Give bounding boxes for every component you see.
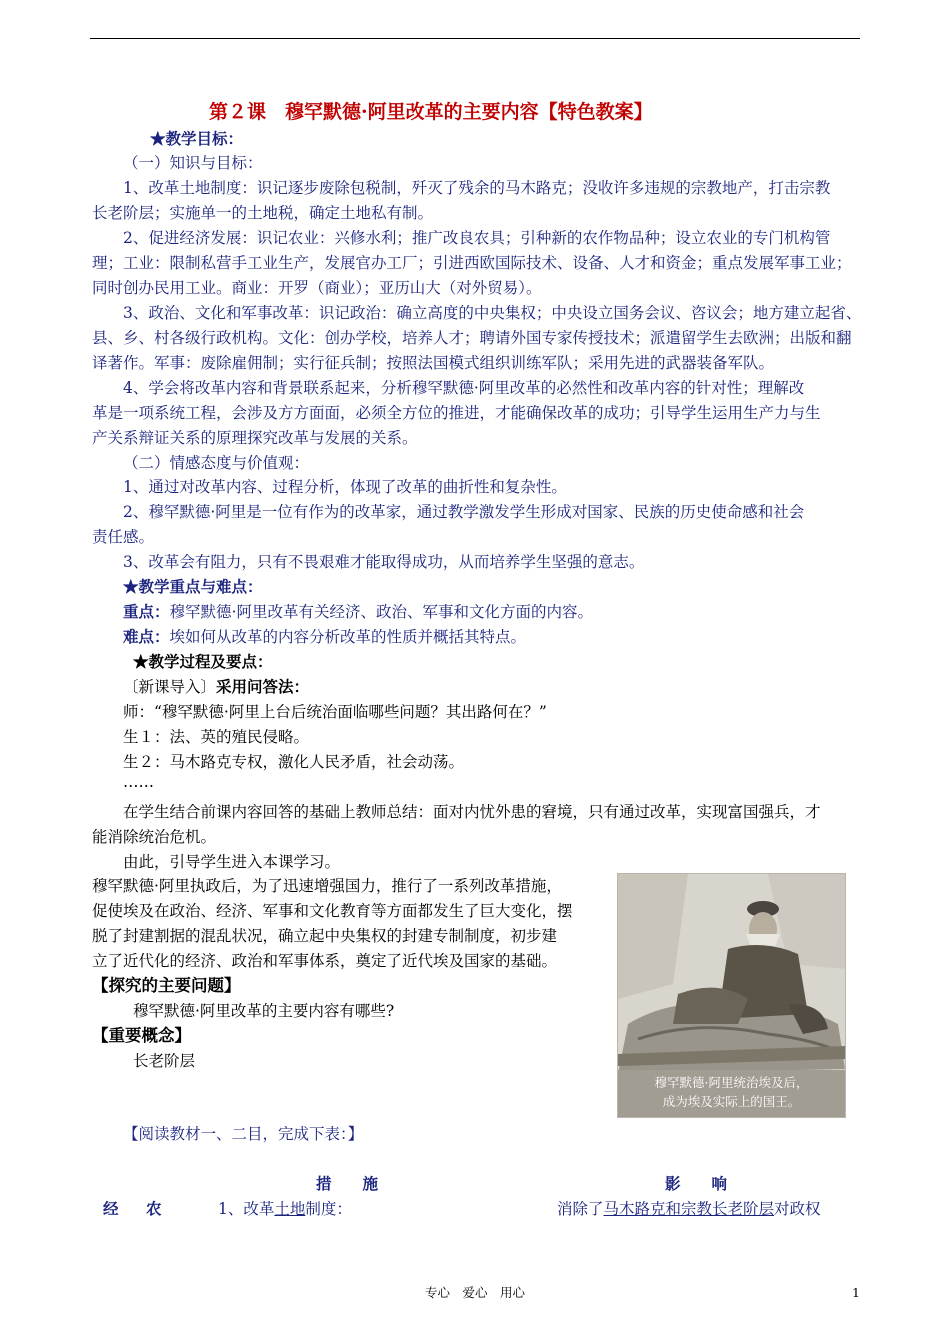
header-rule — [90, 38, 860, 39]
keypoints-heading: ★教学重点与难点： — [123, 577, 263, 596]
explore-question: 穆罕默德·阿里改革的主要内容有哪些? — [133, 1002, 395, 1020]
intro-method: 采用问答法： — [216, 677, 310, 696]
emotion-2-line-1: 2、穆罕默德·阿里是一位有作为的改革家，通过教学激发学生形成对国家、民族的历史使命感和社会 — [123, 503, 805, 521]
explore-heading: 【探究的主要问题】 — [92, 976, 241, 995]
measure-prefix: 1、改革 — [218, 1200, 275, 1218]
impact-prefix: 消除了 — [557, 1200, 604, 1218]
goal-1-line-2: 长老阶层；实施单一的土地税，确定土地私有制。 — [92, 204, 434, 222]
teacher-question: 师：“穆罕默德·阿里上台后统治面临哪些问题？其出路何在？” — [123, 703, 547, 721]
goal-1-line-1: 1、改革土地制度：识记逐步废除包税制，歼灭了残余的马木路克；没收许多违规的宗教地产，打击宗教 — [123, 179, 831, 197]
difficulty-line — [123, 627, 526, 647]
reading-instruction: 【阅读教材一、二目，完成下表：】 — [123, 1125, 364, 1143]
table-impact-1 — [557, 1199, 821, 1219]
goal-2-line-2: 理；工业：限制私营手工业生产，发展官办工厂；引进西欧国际技术、设备、人才和资金；重点发展军事工业； — [92, 254, 852, 272]
concept-term: 长老阶层 — [133, 1052, 196, 1070]
student-2-answer: 生２：马木路克专权，激化人民矛盾，社会动荡。 — [123, 753, 465, 771]
focus-text: 穆罕默德·阿里改革有关经济、政治、军事和文化方面的内容。 — [169, 603, 593, 621]
table-header-measures: 措 施 — [316, 1174, 379, 1193]
process-heading: ★教学过程及要点： — [133, 652, 273, 671]
summary-line-2: 能消除统治危机。 — [92, 828, 217, 846]
context-line-1: 穆罕默德·阿里执政后，为了迅速增强国力，推行了一系列改革措施， — [92, 877, 562, 895]
intro-label: 〔新课导入〕 — [123, 678, 217, 696]
table-header-impact: 影 响 — [665, 1174, 728, 1193]
intro-line — [123, 677, 309, 697]
portrait-image — [617, 873, 846, 1118]
goal-3-line-3: 译著作。军事：废除雇佣制；实行征兵制；按照法国模式组织训练军队；采用先进的武器装备军队。 — [92, 354, 775, 372]
context-line-3: 脱了封建割据的混乱状况，确立起中央集权的封建专制制度，初步建 — [92, 927, 558, 945]
goal-2-line-1: 2、促进经济发展：识记农业：兴修水利；推广改良农具；引种新的农作物品种；设立农业的专门机构管 — [123, 229, 831, 247]
emotion-2-line-2: 责任感。 — [92, 528, 155, 546]
focus-label: 重点： — [123, 602, 170, 621]
emotion-3: 3、改革会有阻力，只有不畏艰难才能取得成功，从而培养学生坚强的意志。 — [123, 553, 645, 571]
table-measure-1 — [218, 1199, 352, 1219]
context-line-2: 促使埃及在政治、经济、军事和文化教育等方面都发生了巨大变化，摆 — [92, 902, 573, 920]
measure-suffix: 制度： — [305, 1200, 352, 1218]
portrait-caption-1: 穆罕默德·阿里统治埃及后， — [654, 1075, 809, 1090]
emotion-1: 1、通过对改革内容、过程分析，体现了改革的曲折性和复杂性。 — [123, 478, 567, 496]
portrait-caption-2: 成为埃及实际上的国王。 — [662, 1094, 801, 1109]
table-row-label-economy: 经 — [103, 1199, 119, 1218]
focus-line — [123, 602, 593, 622]
difficulty-text: 埃如何从改革的内容分析改革的性质并概括其特点。 — [169, 628, 527, 646]
knowledge-heading: （一）知识与目标： — [123, 154, 263, 172]
goal-2-line-3: 同时创办民用工业。商业：开罗（商业）；亚历山大（对外贸易）。 — [92, 279, 542, 297]
goals-heading: ★教学目标： — [150, 129, 244, 148]
concept-heading: 【重要概念】 — [92, 1026, 191, 1045]
student-1-answer: 生１：法、英的殖民侵略。 — [123, 728, 310, 746]
impact-suffix: 对政权 — [774, 1200, 821, 1218]
table-row-label-agriculture: 农 — [146, 1199, 162, 1218]
difficulty-label: 难点： — [123, 627, 170, 646]
goal-3-line-1: 3、政治、文化和军事改革：识记政治：确立高度的中央集权；中央设立国务会议、咨议会；地方建立起省、 — [123, 304, 862, 322]
page-number: 1 — [852, 1285, 860, 1300]
emotion-heading: （二）情感态度与价值观： — [123, 454, 310, 472]
page-title: 第２课 穆罕默德·阿里改革的主要内容【特色教案】 — [209, 101, 653, 123]
footer-motto: 专心 爱心 用心 — [425, 1285, 526, 1300]
goal-4-line-1: 4、学会将改革内容和背景联系起来，分析穆罕默德·阿里改革的必然性和改革内容的针对性；理解改 — [123, 379, 805, 397]
lead-line: 由此，引导学生进入本课学习。 — [123, 853, 341, 871]
context-line-4: 立了近代化的经济、政治和军事体系，奠定了近代埃及国家的基础。 — [92, 952, 558, 970]
goal-4-line-3: 产关系辩证关系的原理探究改革与发展的关系。 — [92, 429, 418, 447]
impact-underline: 马木路克和宗教长老阶层 — [603, 1200, 775, 1218]
goal-4-line-2: 革是一项系统工程，会涉及方方面面，必须全方位的推进，才能确保改革的成功；引导学生运用生产力与生 — [92, 404, 821, 422]
ellipsis: …… — [123, 773, 154, 791]
summary-line-1: 在学生结合前课内容回答的基础上教师总结：面对内忧外患的窘境，只有通过改革，实现富国强兵，才 — [123, 803, 821, 821]
measure-underline: 土地 — [274, 1200, 306, 1218]
goal-3-line-2: 县、乡、村各级行政机构。文化：创办学校，培养人才；聘请外国专家传授技术；派遣留学生去欧洲；出版和翻 — [92, 329, 852, 347]
